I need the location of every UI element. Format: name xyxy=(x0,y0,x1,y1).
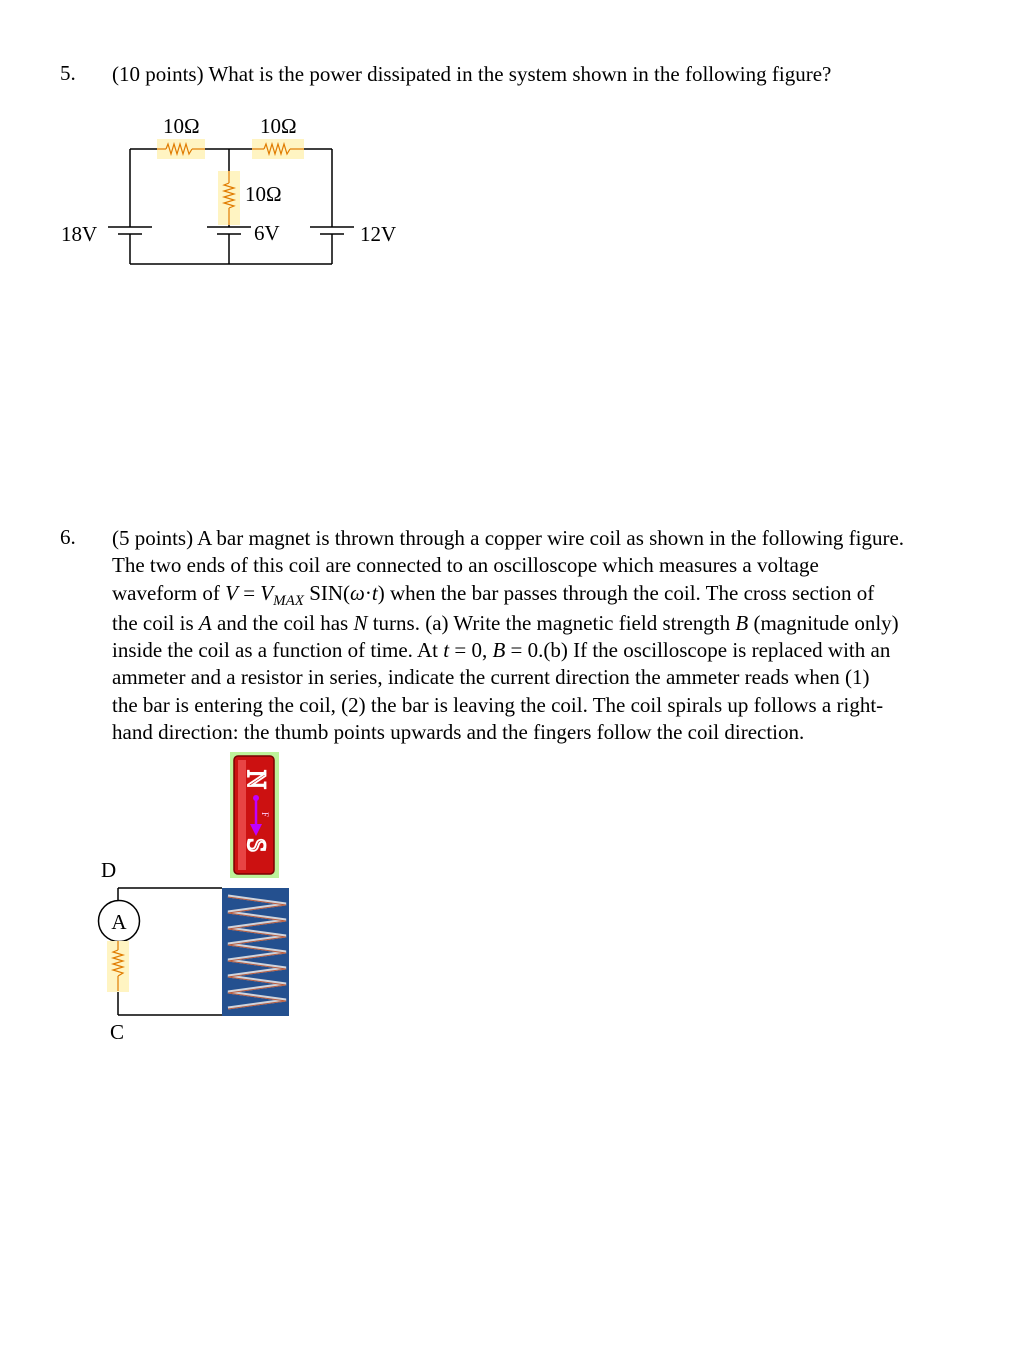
r-middle-label: 10Ω xyxy=(245,182,282,206)
question-5-text: (10 points) What is the power dissipated in the system shown in the following figure? xyxy=(112,62,832,86)
q6-line-4: the coil is A and the coil has N turns. (a) Write the magnetic field strength B (magnitude only) xyxy=(112,610,899,635)
question-6-number: 6. xyxy=(60,525,76,549)
question-5-number: 5. xyxy=(60,61,76,85)
v-left-label: 18V xyxy=(61,222,98,246)
q6-line-2: The two ends of this coil are connected to an oscilloscope which measures a voltage xyxy=(112,553,819,578)
q6-line-8: hand direction: the thumb points upwards and the fingers follow the coil direction. xyxy=(112,720,805,745)
q6-line-6: ammeter and a resistor in series, indicate the current direction the ammeter reads when (1) xyxy=(112,665,870,690)
copper-coil xyxy=(222,888,289,1016)
vmax-subscript: MAX xyxy=(273,592,304,609)
v-right-label: 12V xyxy=(360,222,397,246)
q6-line-7: the bar is entering the coil, (2) the bar is leaving the coil. The coil spirals up follows a right- xyxy=(112,692,884,717)
bar-magnet xyxy=(230,752,279,878)
magnet-n-label: N xyxy=(242,770,271,789)
q6-line-1: (5 points) A bar magnet is thrown through a copper wire coil as shown in the following figure. xyxy=(112,526,905,550)
r-right-label: 10Ω xyxy=(260,114,297,138)
terminal-d-label: D xyxy=(101,858,117,882)
magnet-s-label: S xyxy=(242,838,271,853)
magnet-force-label: F xyxy=(260,812,270,818)
v-middle-label: 6V xyxy=(254,221,280,245)
ammeter-label: A xyxy=(111,910,127,934)
q6-line-5: inside the coil as a function of time. At t = 0, B = 0.(b) If the oscilloscope is replaced with an xyxy=(112,638,891,663)
r-left-label: 10Ω xyxy=(163,114,200,138)
terminal-c-label: C xyxy=(110,1020,125,1044)
series-resistor xyxy=(107,941,129,992)
q6-line-3: waveform of $V = V_{MAX}$ SIN(ω·t) when the bar passes through the coil. The cross section of xyxy=(112,580,875,609)
